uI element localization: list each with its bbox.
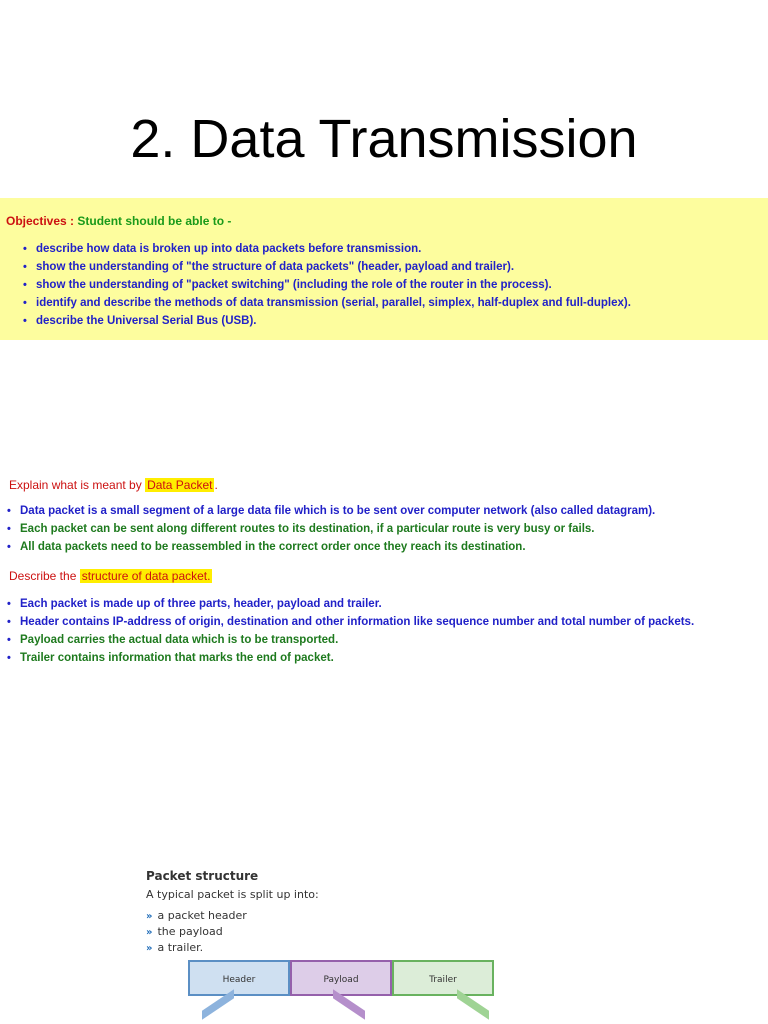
payload-box: Payload [290,960,392,996]
list-item: • show the understanding of "the structure of data packets" (header, payload and trailer). [20,258,631,276]
list-item: • Each packet can be sent along different routes to its destination, if a particular route is very busy or fails. [4,520,655,538]
list-item: » a packet header [146,909,247,922]
bullet-icon: • [23,279,27,291]
bullet-icon: • [7,652,11,664]
list-item: • Each packet is made up of three parts, header, payload and trailer. [4,595,694,613]
list-item: • Header contains IP-address of origin, destination and other information like sequence number and total number of packets. [4,613,694,631]
list-item: » the payload [146,925,223,938]
data-packet-list [4,502,655,556]
page-title: 2. Data Transmission [130,109,638,169]
list-item: • Data packet is a small segment of a large data file which is to be sent over computer network (also called datagram). [4,502,655,520]
bullet-icon: • [23,243,27,255]
bullet-icon: • [23,315,27,327]
list-item: » a trailer. [146,941,204,954]
highlight-packet-structure: structure of data packet. [81,569,211,583]
list-item: • describe the Universal Serial Bus (USB). [20,312,631,330]
list-item: • describe how data is broken up into data packets before transmission. [20,240,631,258]
bullet-icon: • [23,261,27,273]
header-box: Header [188,960,290,996]
bullet-icon: • [7,541,11,553]
figure-title: Packet structure [146,869,259,883]
objectives-heading [6,214,231,228]
chevron-right-icon: » [146,943,153,954]
chevron-right-icon: » [146,927,153,938]
packet-structure-figure [146,866,506,1024]
figure-subtitle: A typical packet is split up into: [146,888,319,901]
objectives-list [20,240,631,330]
trailer-box: Trailer [392,960,494,996]
list-item: • Payload carries the actual data which is to be transported. [4,631,694,649]
bullet-icon: • [7,523,11,535]
bullet-icon: • [7,598,11,610]
objectives-intro: Student should be able to - [77,214,232,228]
list-item: • Trailer contains information that marks the end of packet. [4,649,694,667]
bullet-icon: • [23,297,27,309]
question-data-packet: Explain what is meant by Data Packet . [9,478,218,492]
figure-list [146,908,247,956]
list-item: • All data packets need to be reassembled in the correct order once they reach its destination. [4,538,655,556]
question-packet-structure: Describe the structure of data packet. [9,569,211,583]
objectives-panel [0,198,768,340]
bullet-icon: • [7,616,11,628]
packet-structure-list [4,595,694,667]
list-item: • show the understanding of "packet switching" (including the role of the router in the process). [20,276,631,294]
bullet-icon: • [7,634,11,646]
chevron-right-icon: » [146,911,153,922]
highlight-data-packet: Data Packet [147,478,213,492]
list-item: • identify and describe the methods of data transmission (serial, parallel, simplex, half-duplex and full-duplex). [20,294,631,312]
bullet-icon: • [7,505,11,517]
objectives-label: Objectives : [6,214,75,228]
